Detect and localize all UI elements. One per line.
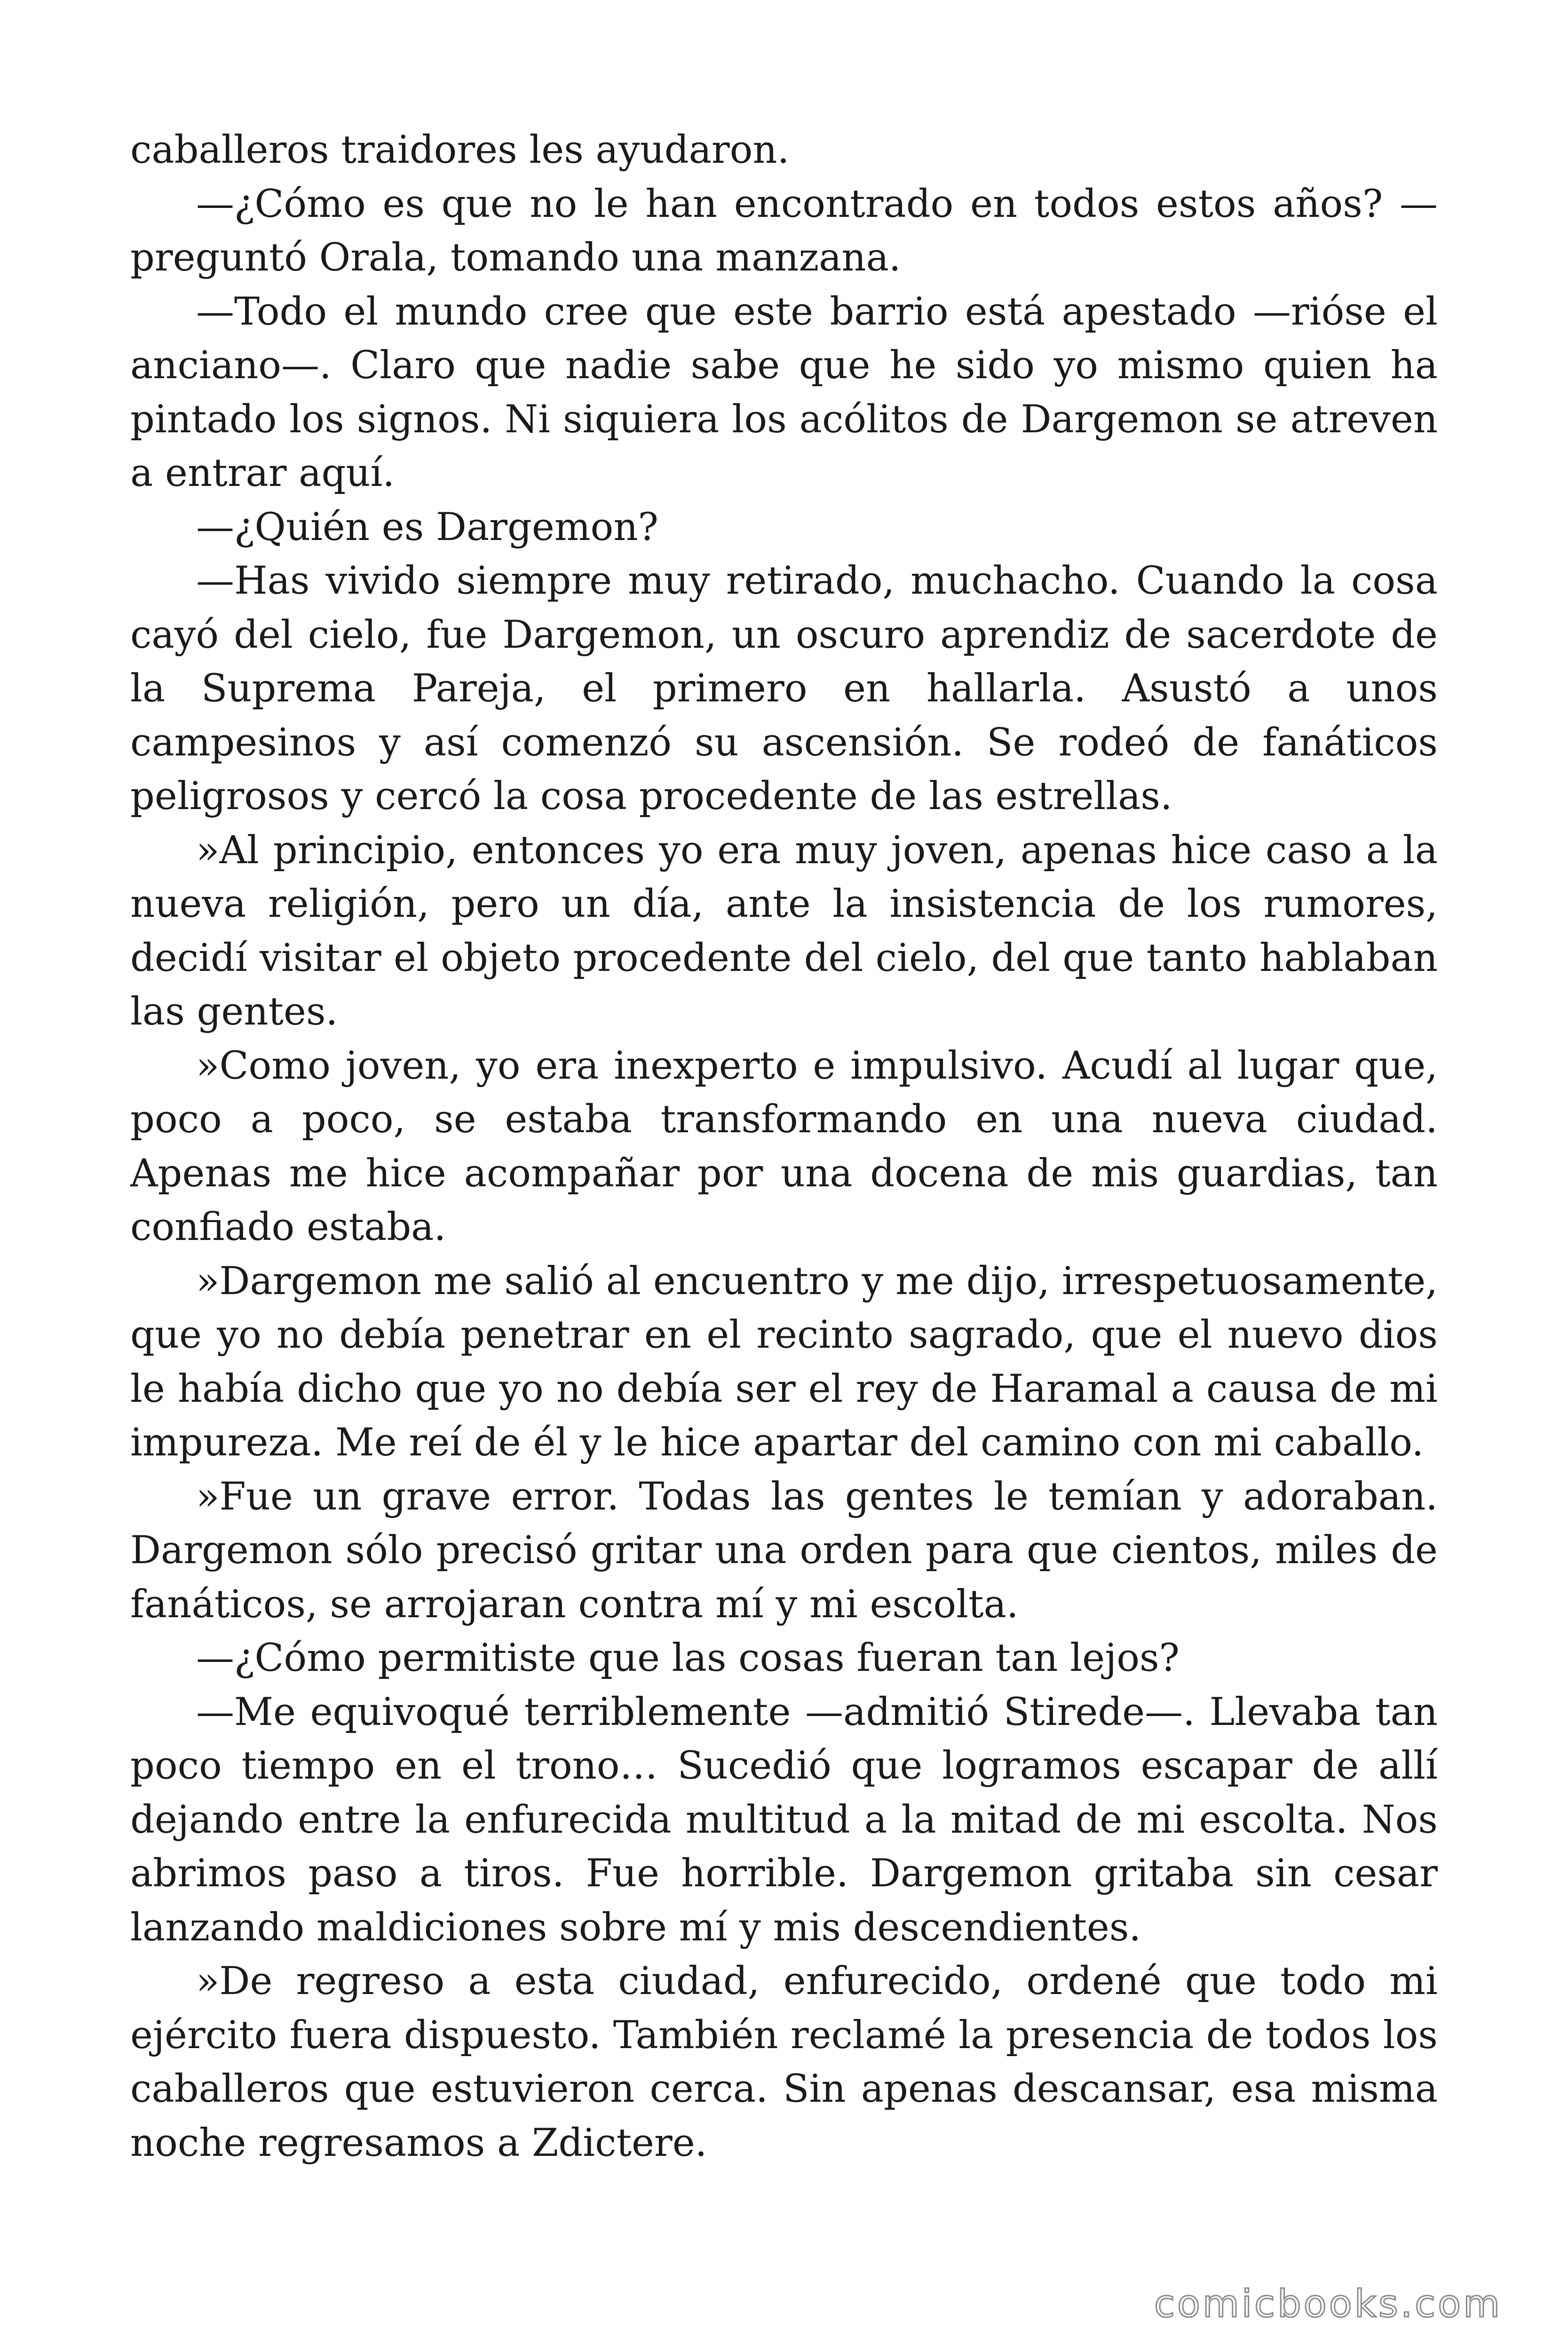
paragraph: »Dargemon me salió al encuentro y me dijo, irrespetuosamente, que yo no debía penetrar en el recinto sagrado, que el nuevo dios le había dicho que yo no debía ser el rey de Haramal a causa de mi impureza. Me reí de él y le hice apartar del camino con mi caballo. — [130, 1259, 1438, 1465]
paragraph: —Todo el mundo cree que este barrio está apestado —rióse el anciano—. Claro que nadie sabe que he sido yo mismo quien ha pintado los signos. Ni siquiera los acólitos de Dargemon se atreven a entrar aquí. — [130, 289, 1438, 495]
paragraph: —¿Quién es Dargemon? — [196, 505, 658, 549]
watermark: comicbooks.com — [1154, 2282, 1502, 2326]
paragraph: »Fue un grave error. Todas las gentes le temían y adoraban. Dargemon sólo precisó gritar una orden para que cientos, miles de fanáticos, se arrojaran contra mí y mi escolta. — [130, 1474, 1438, 1627]
paragraph: —¿Cómo es que no le han encontrado en todos estos años? —preguntó Orala, tomando una manzana. — [130, 182, 1438, 280]
paragraph: —Me equivoqué terriblemente —admitió Stirede—. Llevaba tan poco tiempo en el trono… Sucedió que logramos escapar de allí dejando entre la enfurecida multitud a la mitad de mi escolta. Nos abrimos paso a tiros. Fue horrible. Dargemon gritaba sin cesar lanzando maldiciones sobre mí y mis descendientes. — [130, 1690, 1438, 1950]
paragraph: —¿Cómo permitiste que las cosas fueran tan lejos? — [196, 1636, 1180, 1680]
page-body — [130, 123, 1438, 2170]
paragraph: caballeros traidores les ayudaron. — [130, 128, 790, 172]
paragraph: »Al principio, entonces yo era muy joven, apenas hice caso a la nueva religión, pero un día, ante la insistencia de los rumores, decidí visitar el objeto procedente del cielo, del que tanto hablaban las gentes. — [130, 828, 1438, 1034]
paragraph: »De regreso a esta ciudad, enfurecido, ordené que todo mi ejército fuera dispuesto. También reclamé la presencia de todos los caballeros que estuvieron cerca. Sin apenas descansar, esa misma noche regresamos a Zdictere. — [130, 1959, 1438, 2165]
paragraph: »Como joven, yo era inexperto e impulsivo. Acudí al lugar que, poco a poco, se estaba transformando en una nueva ciudad. Apenas me hice acompañar por una docena de mis guardias, tan confiado estaba. — [130, 1043, 1438, 1249]
paragraph: —Has vivido siempre muy retirado, muchacho. Cuando la cosa cayó del cielo, fue Dargemon, un oscuro aprendiz de sacerdote de la Suprema Pareja, el primero en hallarla. Asustó a unos campesinos y así comenzó su ascensión. Se rodeó de fanáticos peligrosos y cercó la cosa procedente de las estrellas. — [130, 559, 1438, 818]
